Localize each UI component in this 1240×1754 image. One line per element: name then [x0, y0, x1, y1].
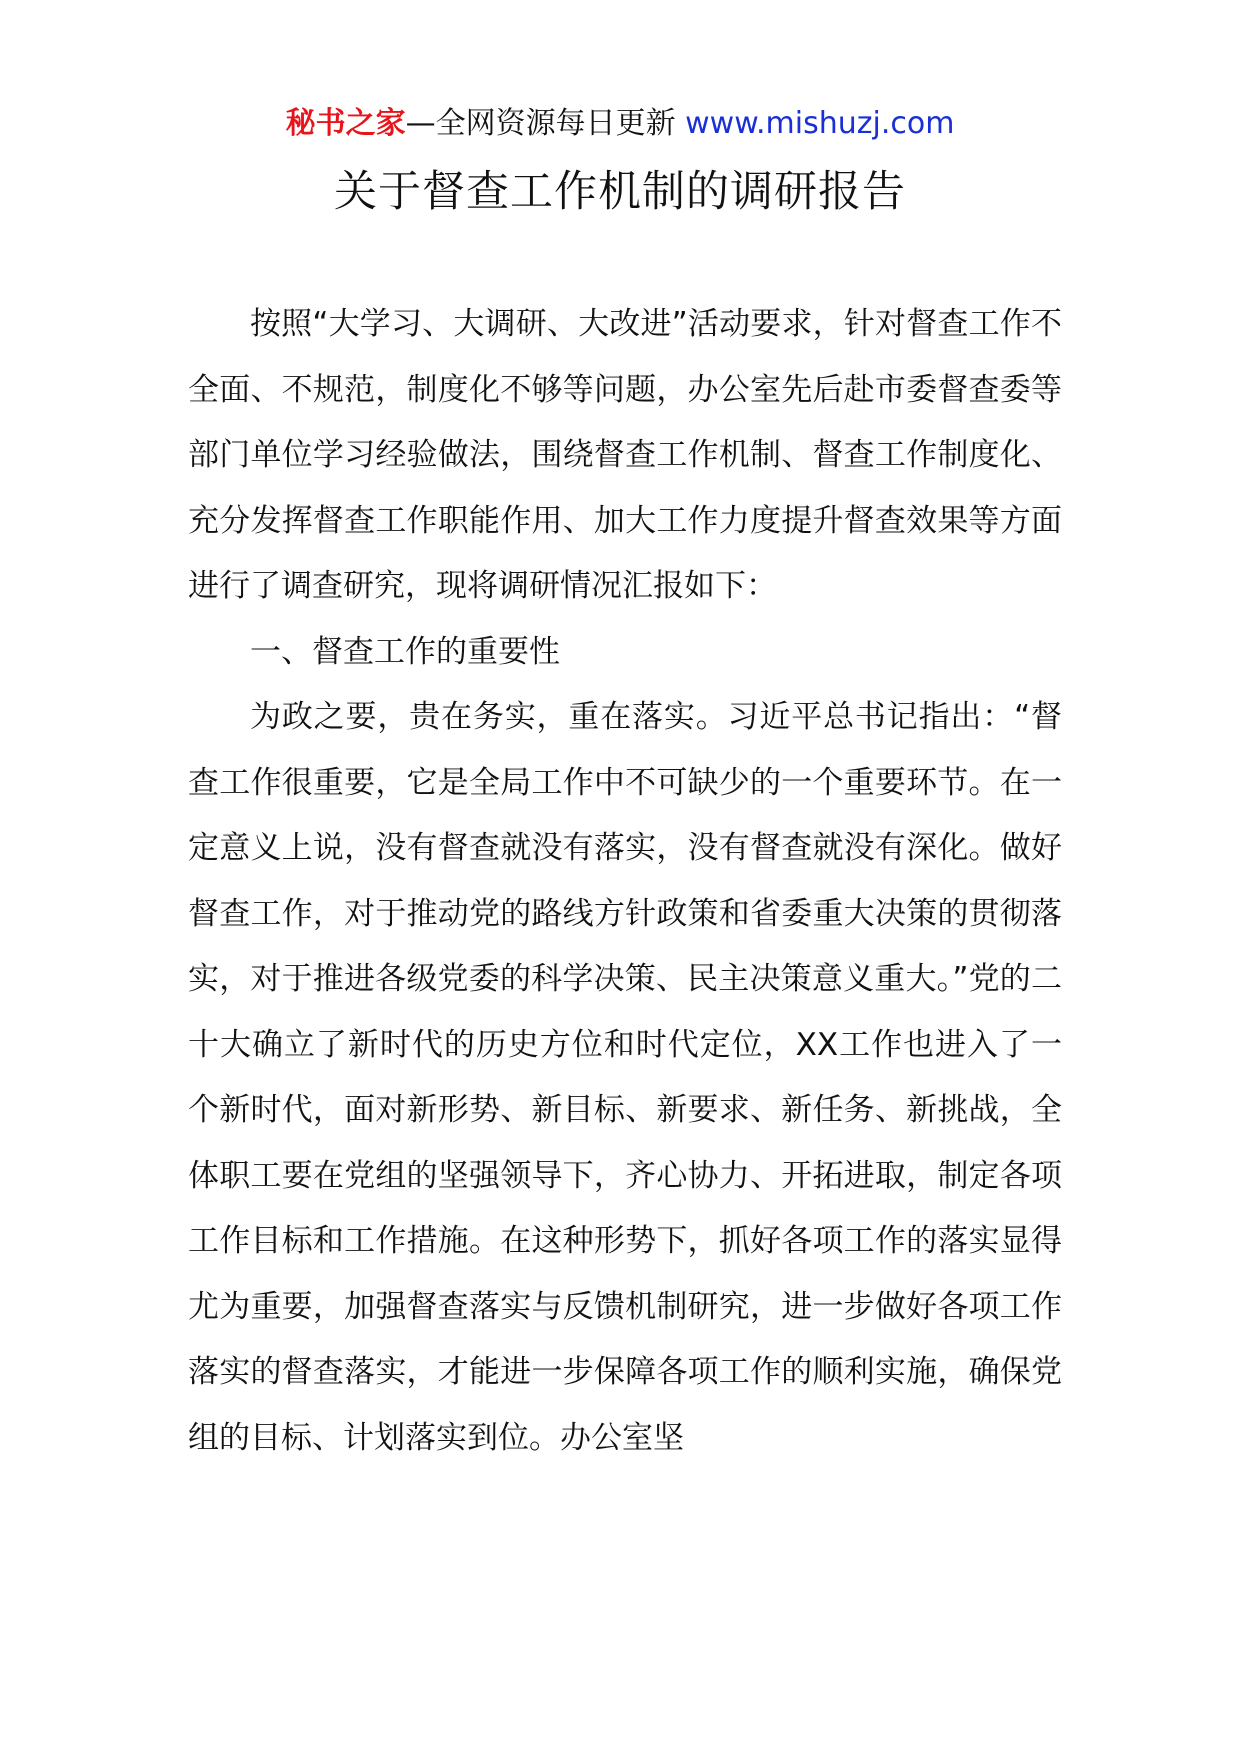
- site-header: [0, 104, 1240, 144]
- site-url[interactable]: www.mishuzj.com: [685, 106, 955, 141]
- paragraph-importance: 为政之要，贵在务实，重在落实。习近平总书记指出：“督查工作很重要，它是全局工作中不可缺少的一个重要环节。在一定意义上说，没有督查就没有落实，没有督查就没有深化。做好督查工作，对于推动党的路线方针政策和省委重大决策的贯彻落实，对于推进各级党委的科学决策、民主决策意义重大。”党的二十大确立了新时代的历史方位和时代定位，XX工作也进入了一个新时代，面对新形势、新目标、新要求、新任务、新挑战，全体职工要在党组的坚强领导下，齐心协力、开拓进取，制定各项工作目标和工作措施。在这种形势下，抓好各项工作的落实显得尤为重要，加强督查落实与反馈机制研究，进一步做好各项工作落实的督查落实，才能进一步保障各项工作的顺利实施，确保党组的目标、计划落实到位。办公室坚: [188, 699, 1062, 1456]
- site-tagline: —全网资源每日更新: [405, 106, 686, 141]
- section-heading: 一、督查工作的重要性: [250, 633, 560, 670]
- site-brand: 秘书之家: [285, 106, 406, 141]
- document-body: [188, 292, 1062, 1471]
- document-title: 关于督查工作机制的调研报告: [334, 167, 906, 217]
- paragraph-intro: 按照“大学习、大调研、大改进”活动要求，针对督查工作不全面、不规范，制度化不够等问题，办公室先后赴市委督查委等部门单位学习经验做法，围绕督查工作机制、督查工作制度化、充分发挥督查工作职能作用、加大工作力度提升督查效果等方面进行了调查研究，现将调研情况汇报如下：: [188, 306, 1062, 604]
